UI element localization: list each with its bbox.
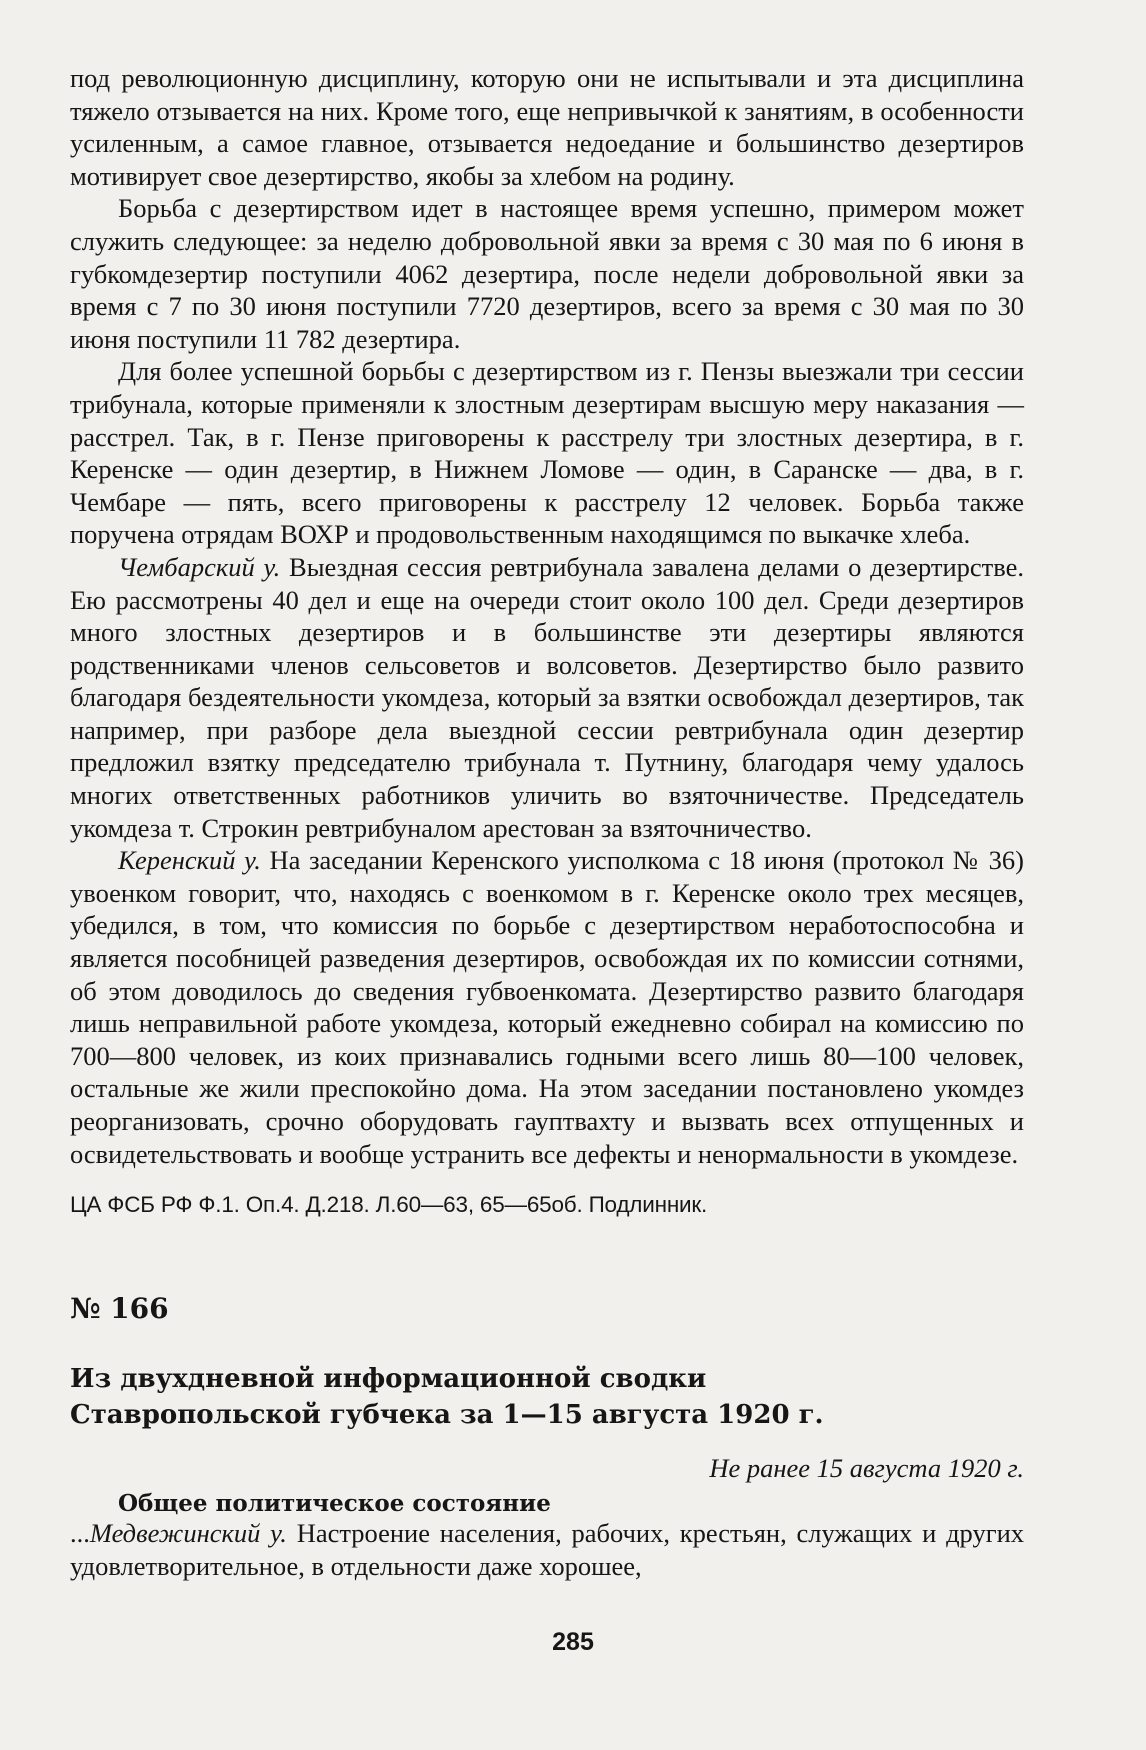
- paragraph-text: под революционную дисциплину, которую они не испытывали и эта дисциплина тяжело отзывается на них. Кроме того, еще непривычкой к занятиям, в особенности усиленным, а самое главное, отзывается недоедание и большинство дезертиров мотивирует свое дезертирство, якобы за хлебом на родину.: [70, 63, 1024, 191]
- document-title-line: Ставропольской губчека за 1—15 августа 1920 г.: [70, 1400, 824, 1431]
- section-heading: Общее политическое состояние: [118, 1490, 551, 1518]
- paragraph-3: [70, 355, 1024, 551]
- district-name: Керенский у.: [118, 845, 261, 876]
- document-title: [70, 1361, 1024, 1433]
- paragraph-2: [70, 192, 1024, 355]
- paragraph-1: [70, 62, 1024, 192]
- paragraph-text: Для более успешной борьбы с дезертирством из г. Пензы выезжали три сессии трибунала, которые применяли к злостным дезертирам высшую меру наказания — расстрел. Так, в г. Пензе приговорены к расстрелу три злостных дезертира, в г. Керенске — один дезертир, в Нижнем Ломове — один, в Саранске — два, в г. Чембаре — пять, всего приговорены к расстрелу 12 человек. Борьба также поручена отрядам ВОХР и продовольственным находящимся по выкачке хлеба.: [70, 356, 1024, 550]
- paragraph-5: [70, 844, 1024, 1170]
- district-name: Чембарский у.: [118, 551, 281, 582]
- page-number: 285: [552, 1628, 594, 1656]
- district-name: Медвежинский у.: [89, 1518, 287, 1549]
- archival-source: ЦА ФСБ РФ Ф.1. Оп.4. Д.218. Л.60—63, 65—65об. Подлинник.: [70, 1192, 708, 1218]
- document-number: № 166: [70, 1292, 169, 1326]
- document-date: Не ранее 15 августа 1920 г.: [709, 1453, 1024, 1484]
- document-title-line: Из двухдневной информационной сводки: [70, 1364, 707, 1395]
- paragraph-text: Настроение населения, рабочих, крестьян, служащих и других удовлетворительное, в отдельности даже хорошее,: [70, 1518, 1024, 1581]
- paragraph-text: На заседании Керенского уисполкома с 18 июня (протокол № 36) увоенком говорит, что, находясь с военкомом в г. Керенске около трех месяцев, убедился, в том, что комиссия по борьбе с дезертирством неработоспособна и является пособницей разведения дезертиров, освобождая их по комиссии сотнями, об этом доводилось до сведения губвоенкомата. Дезертирство развито благодаря лишь неправильной работе укомдеза, который ежедневно собирал на комиссию по 700—800 человек, из коих признавались годными всего лишь 80—100 человек, остальные же жили преспокойно дома. На этом заседании постановлено укомдез реорганизовать, срочно оборудовать гауптвахту и вызвать всех отпущенных и освидетельствовать и вообще устранить все дефекты и ненормальности в укомдезе.: [70, 845, 1025, 1169]
- ellipsis: ...: [70, 1518, 90, 1549]
- paragraph-text: Выездная сессия ревтрибунала завалена делами о дезертирстве. Ею рассмотрены 40 дел и еще на очереди стоит около 100 дел. Среди дезертиров много злостных дезертиров и в большинстве эти дезертиры являются родственниками членов сельсоветов и волсоветов. Дезертирство было развито благодаря бездеятельности укомдеза, который за взятки освобождал дезертиров, так например, при разборе дела выездной сессии ревтрибунала один дезертир предложил взятку председателю трибунала т. Путнину, благодаря чему удалось многих ответственных работников уличить во взяточничестве. Председатель укомдеза т. Строкин ревтрибуналом арестован за взяточничество.: [70, 551, 1024, 843]
- paragraph-4: [70, 551, 1024, 844]
- paragraph-text: Борьба с дезертирством идет в настоящее время успешно, примером может служить следующее: за неделю добровольной явки за время с 30 мая по 6 июня в губкомдезертир поступили 4062 дезертира, после недели добровольной явки за время с 7 по 30 июня поступили 7720 дезертиров, всего за время с 30 мая по 30 июня поступили 11 782 дезертира.: [70, 193, 1024, 354]
- paragraph-6: [70, 1517, 1024, 1582]
